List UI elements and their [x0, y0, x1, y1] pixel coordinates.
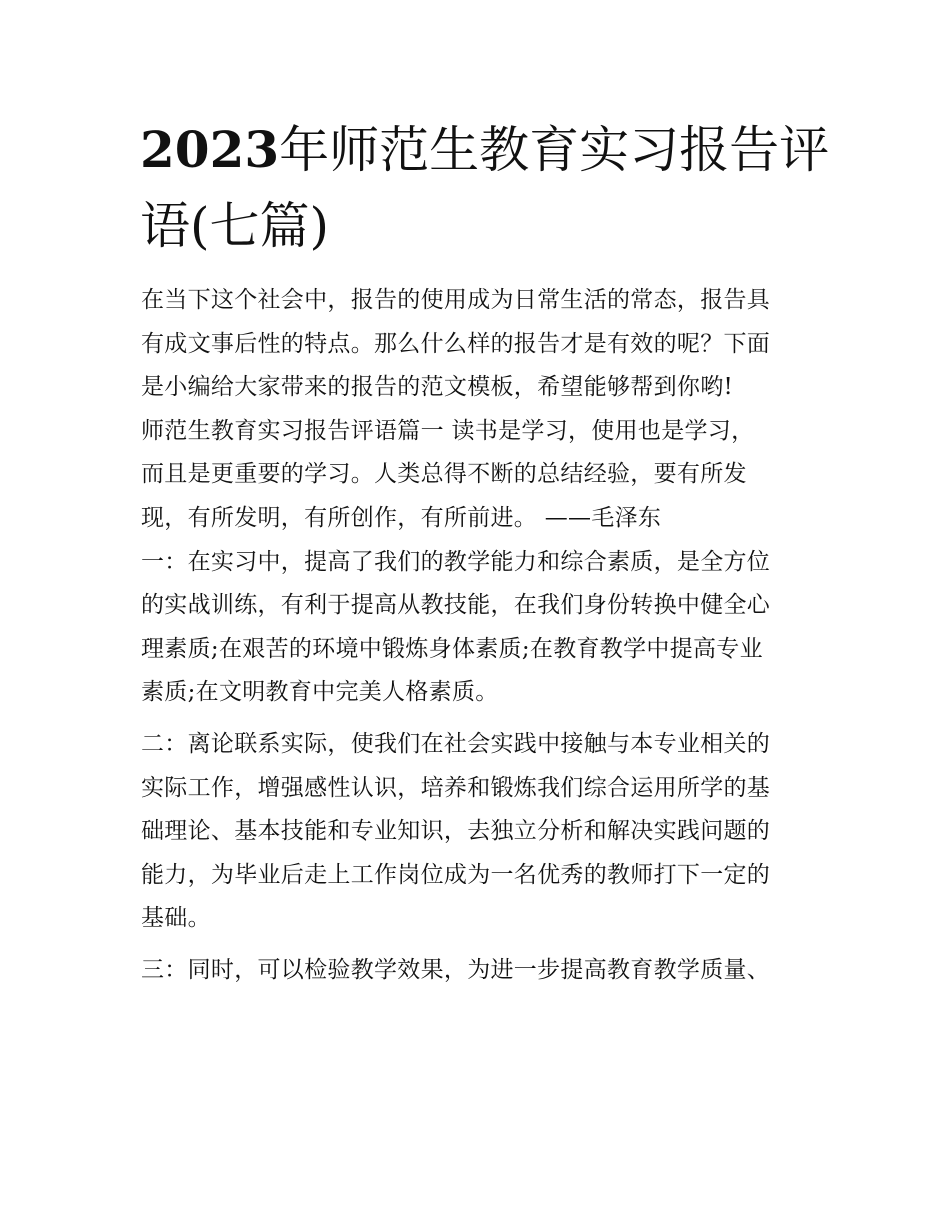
title-line-1: [140, 112, 830, 188]
document-title: [140, 112, 830, 264]
point-two-line: 实际工作，增强感性认识，培养和锻炼我们综合运用所学的基: [141, 774, 771, 801]
point-one-line: 素质;在文明教育中完美人格素质。: [141, 679, 499, 706]
title-text: 年师范生教育实习报告评: [279, 121, 830, 179]
intro-line: 在当下这个社会中，报告的使用成为日常生活的常态，报告具: [141, 287, 771, 313]
point-three-line: 三：同时，可以检验教学效果，为进一步提高教育教学质量、: [141, 956, 771, 983]
essay-line: 而且是更重要的学习。人类总得不断的总结经验，要有所发: [141, 461, 747, 488]
title-year: 2023: [140, 120, 280, 179]
document-body: [141, 279, 821, 993]
point-two-line: 础理论、基本技能和专业知识，去独立分析和解决实践问题的: [141, 818, 771, 845]
point-two-line: 基础。: [141, 905, 211, 932]
paragraph-gap: [141, 941, 821, 949]
point-one-line: 理素质;在艰苦的环境中锻炼身体素质;在教育教学中提高专业: [141, 635, 763, 662]
point-two-line: 二：离论联系实际，使我们在社会实践中接触与本专业相关的: [141, 730, 771, 757]
intro-line: 是小编给大家带来的报告的范文模板，希望能够帮到你哟!: [141, 374, 734, 401]
intro-line: 有成文事后性的特点。那么什么样的报告才是有效的呢？下面: [141, 330, 771, 357]
point-one-line: 的实战训练，有利于提高从教技能，在我们身份转换中健全心: [141, 592, 771, 619]
point-one-line: 一：在实习中，提高了我们的教学能力和综合素质，是全方位: [141, 548, 771, 575]
point-two-line: 能力，为毕业后走上工作岗位成为一名优秀的教师打下一定的: [141, 861, 771, 888]
quote-line: 现，有所发明，有所创作，有所前进。 ——毛泽东: [141, 504, 662, 531]
essay-line: 师范生教育实习报告评语篇一 读书是学习，使用也是学习，: [141, 417, 755, 444]
paragraph-gap: [141, 715, 821, 723]
title-line-2: 语(七篇): [140, 197, 330, 255]
